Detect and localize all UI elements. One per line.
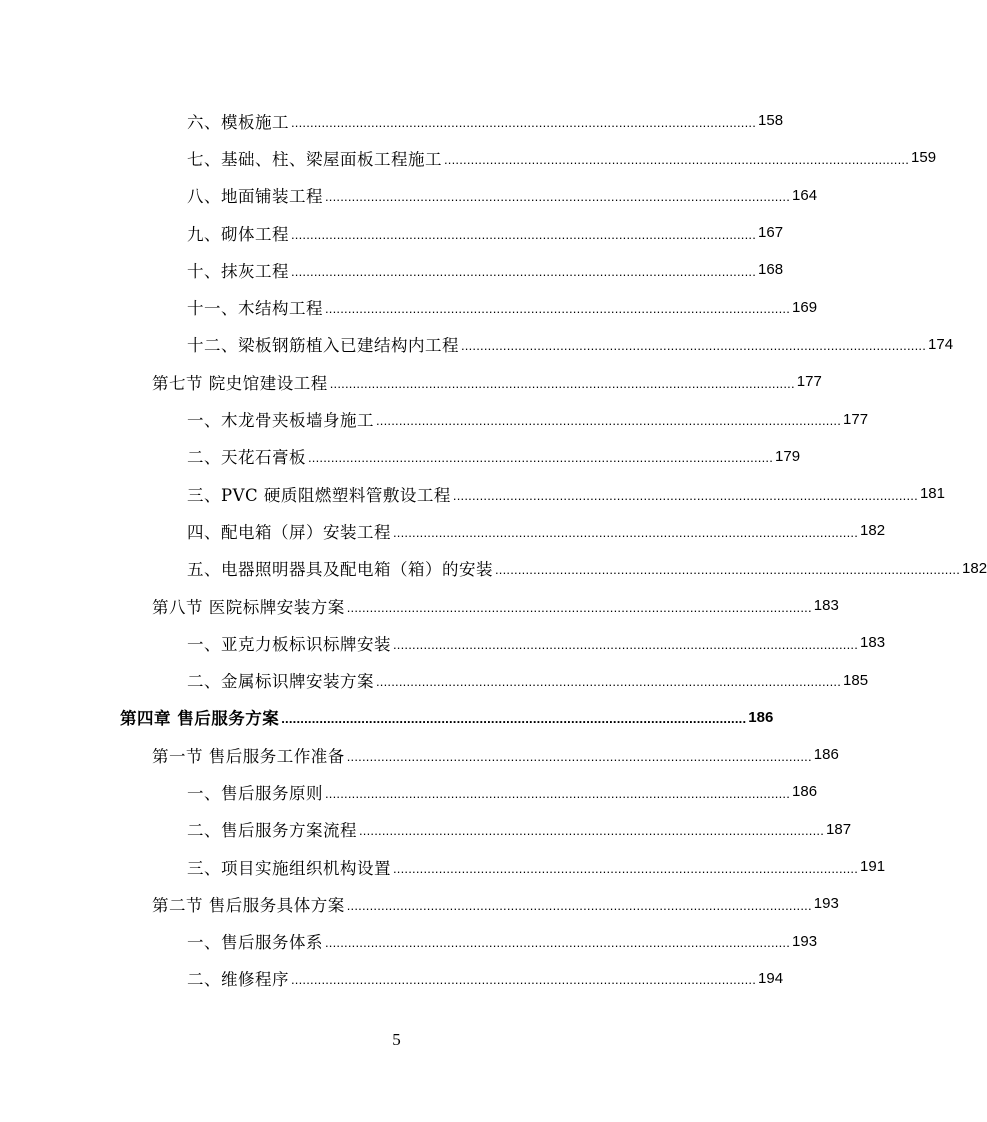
toc-entry[interactable]	[0, 661, 869, 698]
toc-entry-page: 164	[792, 186, 818, 204]
toc-section-page: 177	[796, 373, 822, 391]
toc-leader-dots: ..........................................................................................................................	[393, 636, 859, 652]
toc-entry[interactable]	[0, 326, 954, 363]
toc-chapter-page: 186	[748, 708, 774, 726]
toc-leader-dots: ..........................................................................................................................	[325, 935, 791, 951]
toc-section-page: 183	[813, 597, 839, 614]
toc-leader-dots: ..........................................................................................................................	[376, 674, 842, 690]
toc-entry[interactable]	[0, 102, 793, 139]
toc-entry-page: 159	[911, 149, 937, 167]
toc-section-label: 第八节 医院标牌安装方案	[152, 597, 345, 617]
toc-entry-page: 167	[758, 224, 784, 242]
toc-entry-page: 187	[826, 820, 852, 838]
toc-section-label: 第一节 售后服务工作准备	[152, 746, 345, 766]
toc-entry-label: 三、项目实施组织机构设置	[187, 858, 391, 878]
toc-chapter[interactable]	[0, 699, 793, 736]
toc-entry-page: 182	[860, 522, 886, 540]
toc-entry-label: 八、地面铺装工程	[187, 187, 323, 207]
toc-entry-label: 一、亚克力板标识标牌安装	[187, 634, 391, 654]
toc-leader-dots: ..........................................................................................................................	[359, 823, 825, 839]
toc-entry[interactable]	[0, 624, 886, 661]
toc-leader-dots: ..........................................................................................................................	[346, 748, 812, 764]
toc-entry[interactable]	[0, 438, 801, 475]
toc-leader-dots: ..........................................................................................................................	[346, 897, 812, 913]
toc-entry-label: 一、售后服务原则	[187, 783, 323, 803]
toc-entry-page: 191	[860, 858, 886, 876]
toc-entry-page: 185	[843, 671, 869, 689]
toc-entry[interactable]	[0, 512, 886, 549]
page-number: 5	[392, 1030, 401, 1049]
toc-entry-page: 186	[792, 783, 818, 801]
toc-entry-page: 174	[928, 335, 954, 353]
toc-entry-label: 四、配电箱（屏）安装工程	[187, 522, 391, 542]
toc-leader-dots: ..........................................................................................................................	[325, 189, 791, 205]
toc-entry-page: 177	[843, 410, 869, 428]
toc-leader-dots: ..........................................................................................................................	[376, 413, 842, 429]
toc-leader-dots: ..........................................................................................................................	[325, 301, 791, 317]
toc-entry-page: 169	[792, 298, 818, 316]
toc-entry-label: 九、砌体工程	[187, 224, 289, 244]
toc-entry[interactable]	[0, 177, 818, 214]
toc-entry-page: 193	[792, 932, 818, 950]
toc-entry[interactable]	[0, 550, 987, 587]
toc-leader-dots: ..........................................................................................................................	[461, 338, 927, 354]
toc-entry[interactable]	[0, 214, 793, 251]
toc-entry-label: 二、金属标识牌安装方案	[187, 672, 374, 692]
toc-entry-label: 二、维修程序	[187, 970, 289, 990]
toc-entry-page: 181	[919, 485, 945, 503]
toc-entry-label: 二、天花石膏板	[187, 448, 306, 468]
toc-leader-dots: ..........................................................................................................................	[281, 711, 747, 727]
toc-leader-dots: ..........................................................................................................................	[452, 487, 918, 503]
toc-entry[interactable]	[0, 811, 852, 848]
toc-section-page: 186	[813, 746, 839, 764]
toc-entry[interactable]	[0, 139, 937, 176]
toc-entry-page: 158	[758, 112, 784, 130]
toc-entry[interactable]	[0, 960, 793, 997]
toc-leader-dots: ..........................................................................................................................	[495, 562, 961, 578]
toc-section-label: 第二节 售后服务具体方案	[152, 895, 345, 915]
toc-leader-dots: ..........................................................................................................................	[393, 524, 859, 540]
toc-leader-dots: ..........................................................................................................................	[325, 785, 791, 801]
toc-entry-label: 十二、梁板钢筋植入已建结构内工程	[187, 336, 459, 356]
toc-entry-label: 三、PVC 硬质阻燃塑料管敷设工程	[187, 485, 451, 505]
toc-entry-label: 十一、木结构工程	[187, 299, 323, 319]
toc-entry-label: 六、模板施工	[187, 112, 289, 132]
toc-entry-page: 183	[860, 634, 886, 652]
toc-entry-page: 194	[758, 969, 784, 987]
toc-leader-dots: ..........................................................................................................................	[393, 860, 859, 876]
toc-section-label: 第七节 院史馆建设工程	[152, 373, 328, 393]
toc-entry-label: 十、抹灰工程	[187, 261, 289, 281]
toc-section[interactable]	[0, 885, 839, 922]
toc-entry[interactable]	[0, 923, 818, 960]
toc-section[interactable]	[0, 363, 822, 400]
toc-leader-dots: ..........................................................................................................................	[444, 151, 910, 167]
toc-entry-page: 179	[775, 447, 801, 465]
toc-entry-label: 一、木龙骨夹板墙身施工	[187, 411, 374, 431]
toc-section-page: 193	[813, 895, 839, 913]
toc-entry[interactable]	[0, 251, 793, 288]
toc-entry[interactable]	[0, 773, 818, 810]
toc-leader-dots: ..........................................................................................................................	[291, 972, 757, 988]
toc-entry-label: 七、基础、柱、梁屋面板工程施工	[187, 149, 442, 169]
toc-leader-dots: ..........................................................................................................................	[291, 114, 757, 130]
toc-leader-dots: ..........................................................................................................................	[291, 226, 757, 242]
toc-leader-dots: ..........................................................................................................................	[308, 450, 774, 466]
toc-leader-dots: ..........................................................................................................................	[329, 375, 795, 391]
toc-section[interactable]	[0, 587, 839, 624]
toc-chapter-label: 第四章 售后服务方案	[120, 709, 280, 729]
toc-leader-dots: ..........................................................................................................................	[346, 599, 812, 615]
toc-entry-page: 168	[758, 261, 784, 279]
toc-entry[interactable]	[0, 288, 818, 325]
toc-entry-label: 二、售后服务方案流程	[187, 821, 357, 841]
toc-entry-label: 五、电器照明器具及配电箱（箱）的安装	[187, 560, 493, 580]
toc-entry[interactable]	[0, 848, 886, 885]
toc-section[interactable]	[0, 736, 839, 773]
toc-leader-dots: ..........................................................................................................................	[291, 263, 757, 279]
toc-entry-label: 一、售后服务体系	[187, 933, 323, 953]
toc-entry[interactable]	[0, 400, 869, 437]
toc-entry-page: 182	[962, 559, 987, 577]
table-of-contents	[0, 102, 987, 997]
toc-entry[interactable]	[0, 475, 945, 512]
